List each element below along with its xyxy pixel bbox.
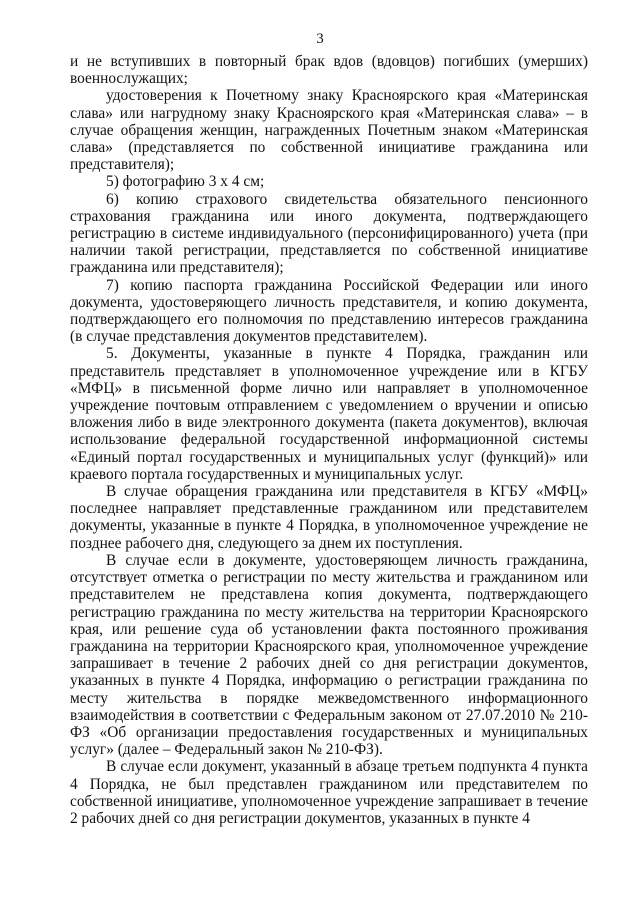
paragraph-text: 6) копию страхового свидетельства обязательного пенсионного страхования гражданина или иного документа, подтверждающего регистрацию в системе индивидуального (персонифицированного) учета (при наличии такой регистрации, представляется по собственной инициативе гражданина или представителя); [70,190,588,277]
document-body [70,53,588,827]
paragraph [70,191,588,277]
paragraph [70,345,588,483]
paragraph-text: В случае если документ, указанный в абзаце третьем подпункта 4 пункта 4 Порядка, не был представлен гражданином или представителем по собственной инициативе, уполномоченное учреждение запрашивает в течение 2 рабочих дней со дня регистрации документов, указанных в пункте 4 [70,758,588,827]
paragraph [70,173,588,190]
paragraph-text: В случае обращения гражданина или представителя в КГБУ «МФЦ» последнее направляет представленные гражданином или представителем документы, указанные в пункте 4 Порядка, в уполномоченное учреждение не позднее рабочего дня, следующего за днем их поступления. [70,483,588,552]
paragraph-text: удостоверения к Почетному знаку Красноярского края «Материнская слава» или нагрудному знаку Красноярского края «Материнская слава» – в случае обращения женщин, награжденных Почетным знаком «Материнская слава» (представляется по собственной инициативе гражданина или представителя); [70,87,588,174]
paragraph-text: 5) фотографию 3 х 4 см; [106,173,265,191]
paragraph [70,277,588,346]
paragraph [70,552,588,758]
paragraph-text: 5. Документы, указанные в пункте 4 Порядка, гражданин или представитель представляет в уполномоченное учреждение или в КГБУ «МФЦ» в письменной форме лично или направляет в уполномоченное учреждение почтовым отправлением с уведомлением о вручении и описью вложения либо в виде электронного документа (пакета документов), включая использование федеральной государственной информационной системы «Единый портал государственных и муниципальных услуг (функций)» или краевого портала государственных и муниципальных услуг. [70,345,588,483]
paragraph [70,53,588,87]
paragraph [70,483,588,552]
paragraph-text: 7) копию паспорта гражданина Российской Федерации или иного документа, удостоверяющего личность представителя, и копию документа, подтверждающего его полномочия по представлению интересов гражданина (в случае представления документов представителем). [70,276,588,346]
paragraph [70,87,588,173]
paragraph-text: и не вступивших в повторный брак вдов (вдовцов) погибших (умерших) военнослужащих; [70,53,588,88]
paragraph-text: В случае если в документе, удостоверяющем личность гражданина, отсутствует отметка о регистрации по месту жительства и гражданином или представителем не представлена копия документа, подтверждающего регистрацию гражданина по месту жительства на территории Красноярского края, или решение суда об установлении факта постоянного проживания гражданина на территории Красноярского края, уполномоченное учреждение запрашивает в течение 2 рабочих дней со дня регистрации документов, указанных в пункте 4 Порядка, информацию о регистрации гражданина по месту жительства в порядке межведомственного информационного взаимодействия в соответствии с Федеральным законом от 27.07.2010 № 210-ФЗ «Об организации предоставления государственных и муниципальных услуг» (далее – Федеральный закон № 210-ФЗ). [70,551,588,759]
page-number: 3 [316,31,324,47]
paragraph [70,758,588,827]
